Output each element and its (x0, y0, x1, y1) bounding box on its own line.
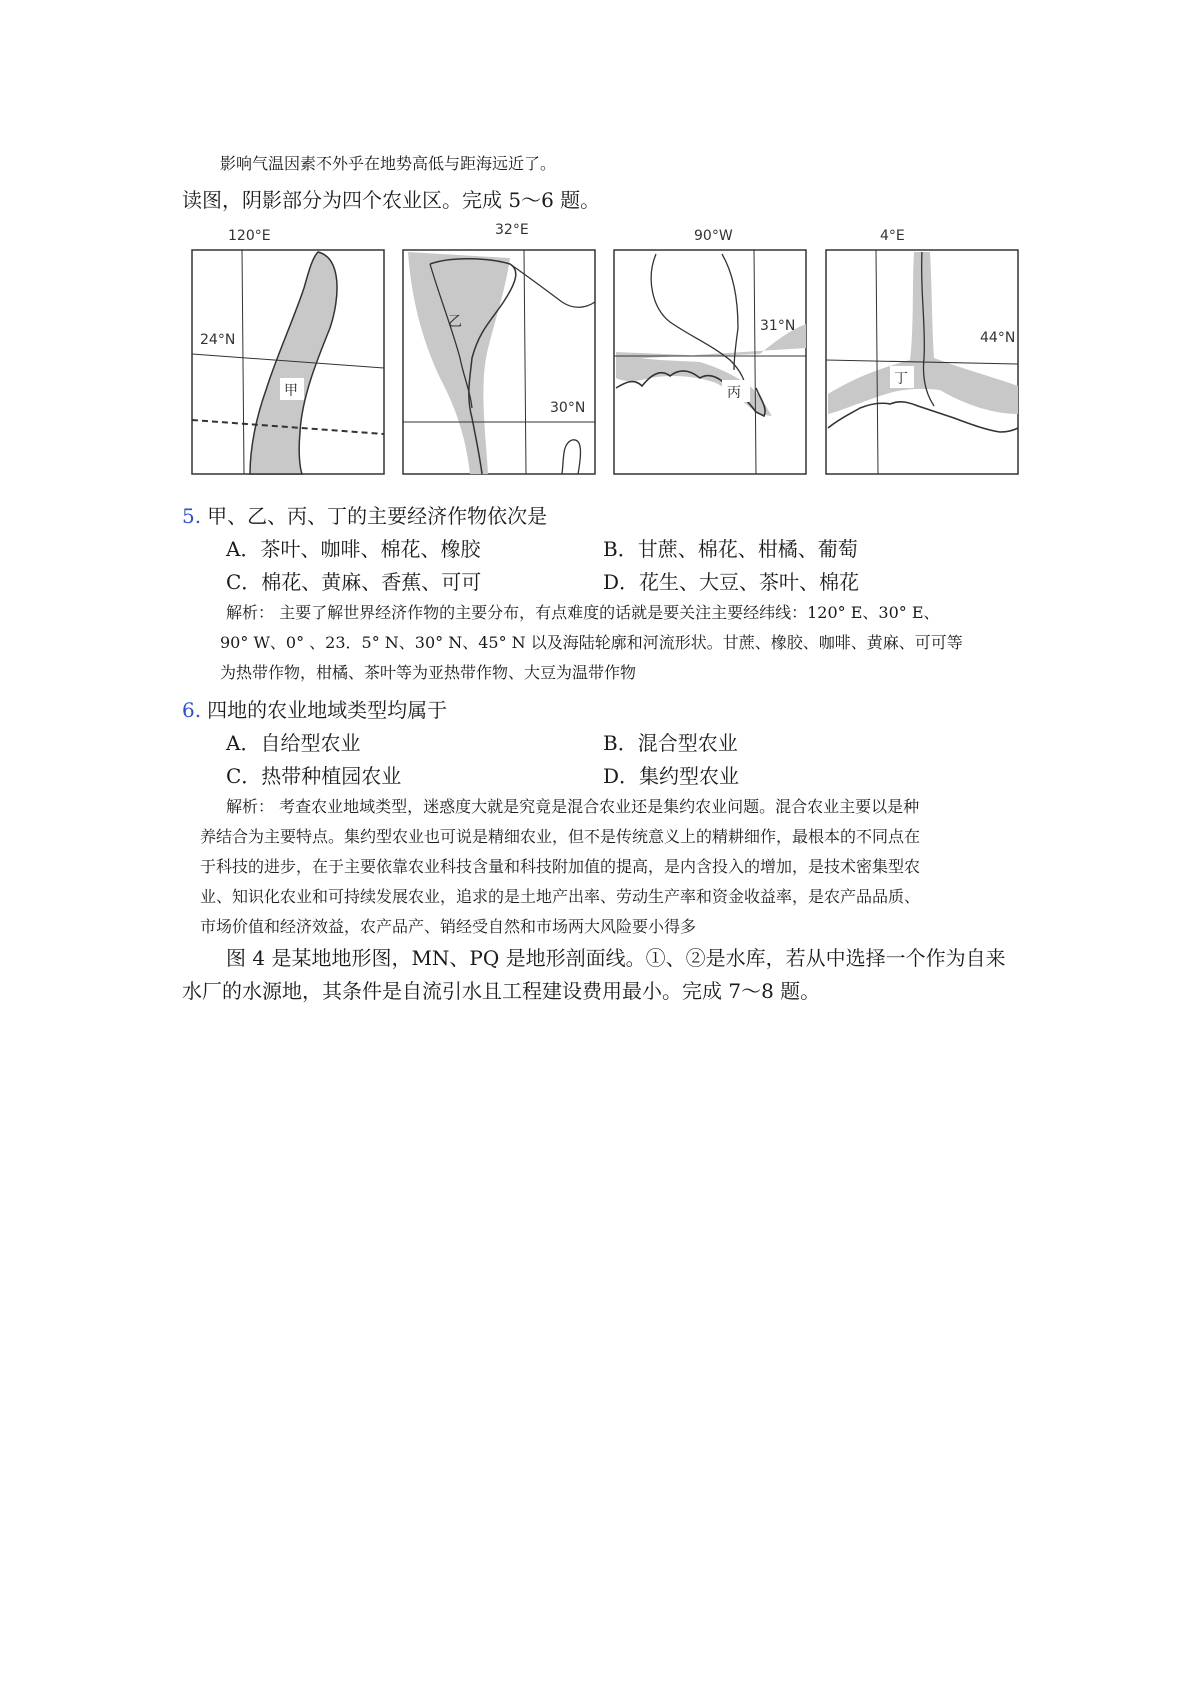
question-6 (182, 694, 447, 723)
map-jia-lon-label: 120°E (228, 228, 271, 244)
map-bing-river-north (722, 254, 738, 370)
map-ding (826, 228, 1018, 474)
q5-analysis-line-2: 90° W、0° 、23．5° N、30° N、45° N 以及海陆轮廓和河流形状。甘蔗、橡胶、咖啡、黄麻、可可等 (220, 633, 963, 652)
map-jia-region-shape (250, 252, 337, 474)
map-yi-lat-label: 30°N (550, 400, 586, 416)
map-jia (192, 228, 384, 474)
map-yi-coast (562, 440, 580, 474)
map-jia-meridian (242, 250, 244, 474)
note-line: 影响气温因素不外乎在地势高低与距海远近了。 (220, 154, 557, 173)
question-5 (182, 500, 547, 529)
q6-option-a: A．自给型农业 (226, 731, 361, 755)
map-yi-region-shape (408, 252, 510, 474)
map-yi-meridian (524, 250, 526, 474)
q6-analysis-line-5: 市场价值和经济效益，农产品产、销经受自然和市场两大风险要小得多 (200, 917, 697, 936)
map-bing (614, 228, 806, 474)
map-bing-meridian (754, 250, 756, 474)
q6-analysis-line-1: 解析： 考查农业地域类型，迷惑度大就是究竟是混合农业还是集约农业问题。混合农业主要以是种 (226, 797, 920, 816)
fig4-paragraph-line-2: 水厂的水源地，其条件是自流引水且工程建设费用最小。完成 7～8 题。 (182, 979, 821, 1003)
question-5-stem: 甲、乙、丙、丁的主要经济作物依次是 (207, 504, 548, 528)
map-jia-lat-label: 24°N (200, 332, 236, 348)
map-bing-region-label: 丙 (727, 385, 741, 401)
q5-option-a: A．茶叶、咖啡、棉花、橡胶 (226, 537, 481, 561)
map-ding-region-label: 丁 (894, 371, 908, 387)
q5-analysis-line-1: 解析： 主要了解世界经济作物的主要分布，有点难度的话就是要关注主要经纬线：120° E、30° E、 (226, 603, 940, 622)
map-ding-meridian (876, 250, 878, 474)
q5-analysis-line-3: 为热带作物，柑橘、茶叶等为亚热带作物、大豆为温带作物 (220, 663, 637, 682)
map-yi-river-east (510, 264, 595, 307)
q6-option-d: D．集约型农业 (603, 764, 740, 788)
map-bing-lon-label: 90°W (694, 228, 733, 244)
map-yi (403, 222, 595, 474)
agriculture-maps (190, 218, 1020, 480)
maps-figure (190, 218, 1020, 480)
map-ding-lon-label: 4°E (880, 228, 905, 244)
map-jia-region-label: 甲 (284, 383, 298, 399)
question-6-stem: 四地的农业地域类型均属于 (207, 698, 448, 722)
q6-option-c: C．热带种植园农业 (226, 764, 402, 788)
map-yi-lon-label: 32°E (495, 222, 529, 238)
map-bing-lat-label: 31°N (760, 318, 796, 334)
read-instruction: 读图，阴影部分为四个农业区。完成 5～6 题。 (182, 188, 601, 212)
q6-analysis-line-3: 于科技的进步，在于主要依靠农业科技含量和科技附加值的提高，是内含投入的增加，是技术密集型农 (200, 857, 921, 876)
fig4-paragraph-line-1: 图 4 是某地地形图，MN、PQ 是地形剖面线。①、②是水库，若从中选择一个作为自来 (226, 946, 1006, 970)
q5-option-b: B．甘蔗、棉花、柑橘、葡萄 (603, 537, 858, 561)
q5-option-d: D．花生、大豆、茶叶、棉花 (603, 570, 860, 594)
question-6-number: 6. (182, 698, 202, 722)
q6-analysis-line-4: 业、知识化农业和可持续发展农业，追求的是土地产出率、劳动生产率和资金收益率，是农产品品质、 (200, 887, 921, 906)
map-yi-region-label: 乙 (448, 314, 462, 330)
question-5-number: 5. (182, 504, 202, 528)
q5-option-c: C．棉花、黄麻、香蕉、可可 (226, 570, 482, 594)
q6-analysis-line-2: 养结合为主要特点。集约型农业也可说是精细农业，但不是传统意义上的精耕细作，最根本的不同点在 (200, 827, 921, 846)
map-ding-lat-label: 44°N (980, 330, 1016, 346)
q6-option-b: B．混合型农业 (603, 731, 738, 755)
